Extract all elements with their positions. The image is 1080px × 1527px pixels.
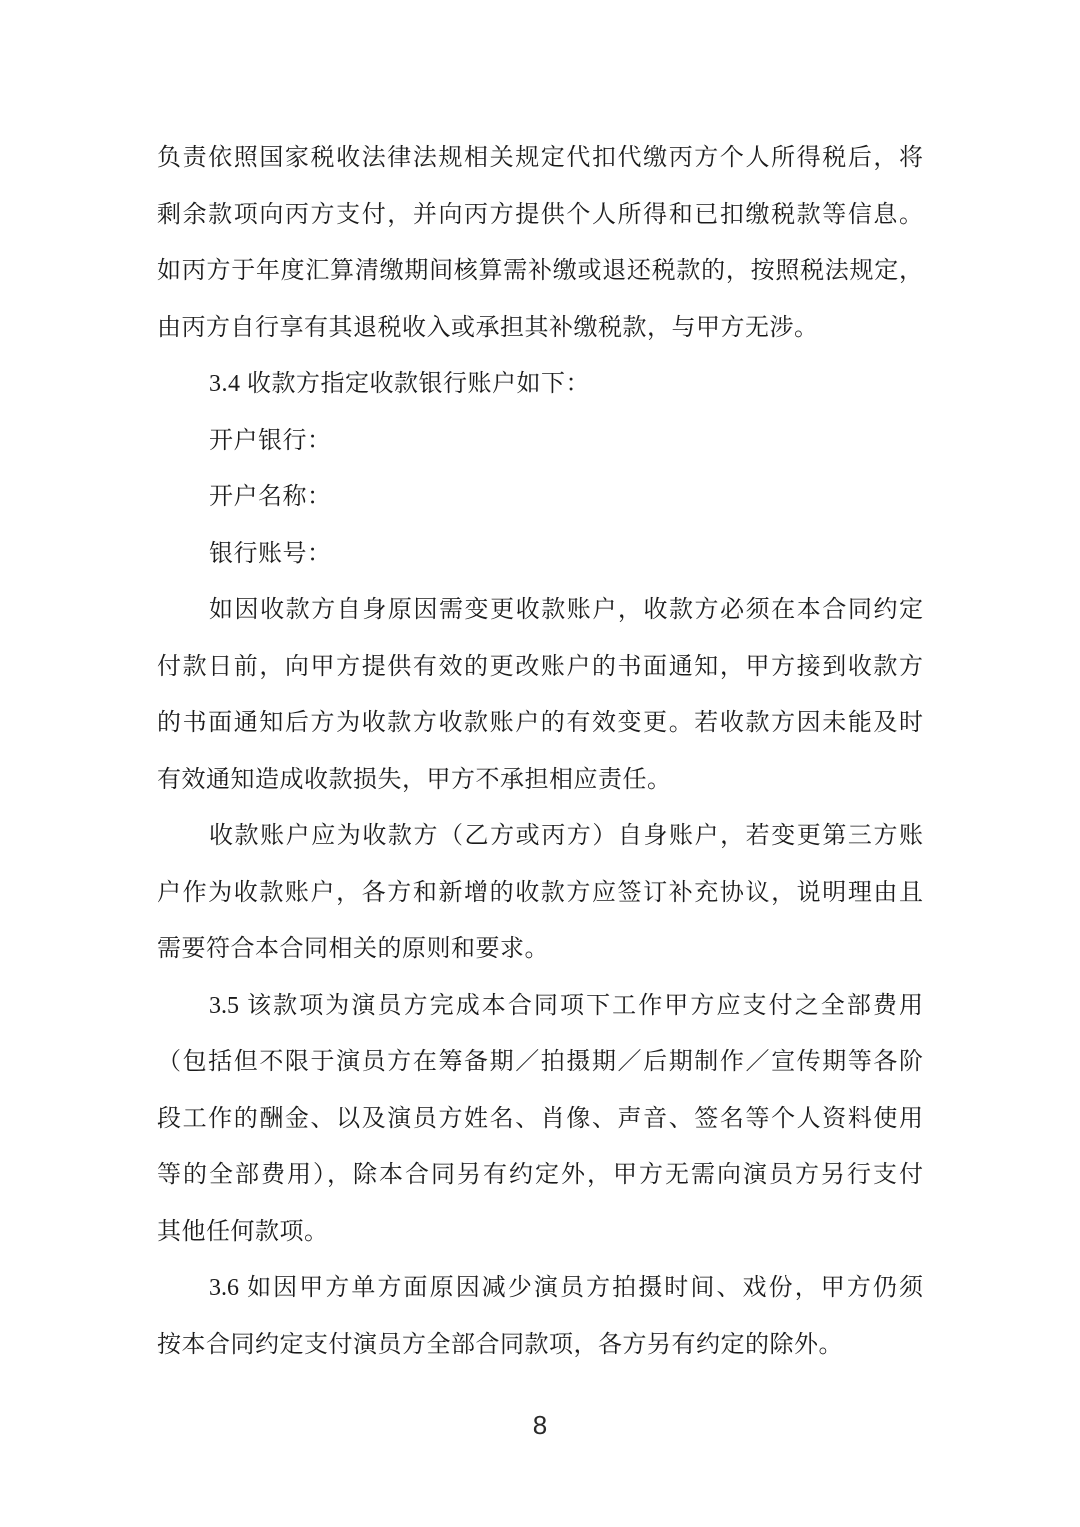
text-line: 段工作的酬金、以及演员方姓名、肖像、声音、签名等个人资料使用 (157, 1105, 923, 1132)
text-line: 负责依照国家税收法律法规相关规定代扣代缴丙方个人所得税后，将 (157, 145, 923, 171)
text-line: 其他任何款项。 (157, 1218, 329, 1245)
text-line: 银行账号： (209, 540, 332, 567)
text-line: 如因收款方自身原因需变更收款账户，收款方必须在本合同约定 (209, 597, 923, 623)
text-line: 收款账户应为收款方（乙方或丙方）自身账户，若变更第三方账 (209, 823, 923, 849)
text-line: 如丙方于年度汇算清缴期间核算需补缴或退还税款的，按照税法规定， (157, 258, 923, 284)
page-number: 8 (532, 1410, 548, 1440)
text-line: 3.6 如因甲方单方面原因减少演员方拍摄时间、戏份，甲方仍须 (209, 1275, 923, 1301)
text-line: 开户名称： (209, 484, 332, 510)
text-line: 3.5 该款项为演员方完成本合同项下工作甲方应支付之全部费用 (209, 992, 923, 1019)
text-line: 由丙方自行享有其退税收入或承担其补缴税款，与甲方无涉。 (157, 314, 819, 341)
text-line: （包括但不限于演员方在筹备期／拍摄期／后期制作／宣传期等各阶 (157, 1049, 923, 1075)
text-line: 需要符合本合同相关的原则和要求。 (157, 936, 549, 962)
text-line: 剩余款项向丙方支付，并向丙方提供个人所得和已扣缴税款等信息。 (157, 201, 923, 228)
document-body (157, 130, 923, 1373)
text-line: 等的全部费用），除本合同另有约定外，甲方无需向演员方另行支付 (157, 1162, 923, 1188)
text-line: 按本合同约定支付演员方全部合同款项，各方另有约定的除外。 (157, 1331, 843, 1358)
text-line: 3.4 收款方指定收款银行账户如下： (209, 371, 590, 397)
text-line: 开户银行： (209, 427, 332, 454)
text-line: 的书面通知后方为收款方收款账户的有效变更。若收款方因未能及时 (157, 710, 923, 736)
text-line: 有效通知造成收款损失，甲方不承担相应责任。 (157, 766, 672, 793)
text-line: 户作为收款账户，各方和新增的收款方应签订补充协议，说明理由且 (157, 879, 923, 906)
text-line: 付款日前，向甲方提供有效的更改账户的书面通知，甲方接到收款方 (157, 653, 923, 680)
